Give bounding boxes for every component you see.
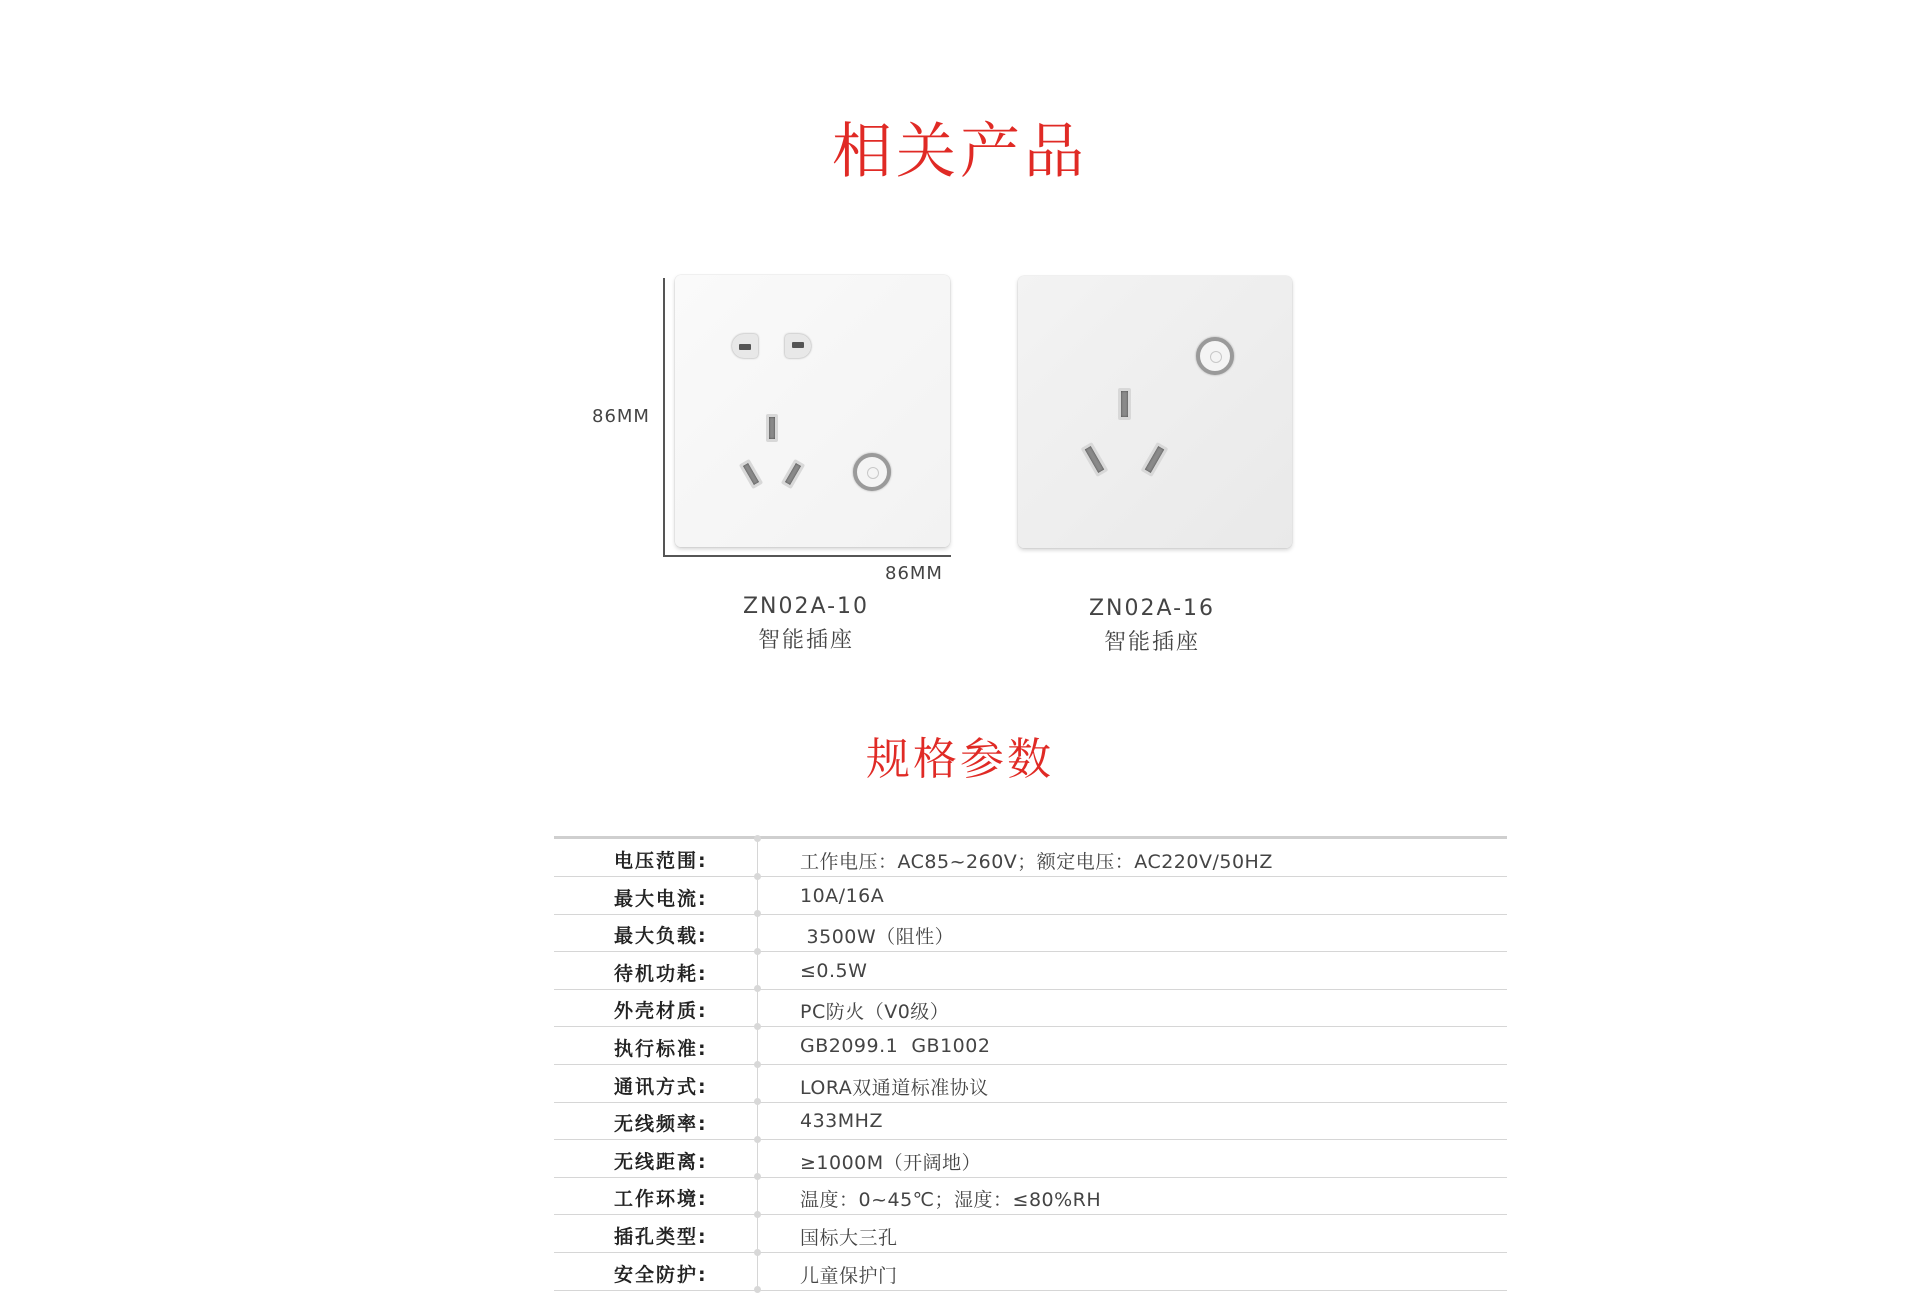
divider-dot bbox=[754, 1061, 761, 1068]
product-caption-1 bbox=[676, 590, 936, 658]
three-pin-right-slot bbox=[781, 459, 805, 489]
product-name: 智能插座 bbox=[757, 628, 854, 653]
table-row bbox=[554, 1102, 1507, 1140]
spec-value: GB2099.1 GB1002 bbox=[800, 1035, 991, 1057]
divider-dot bbox=[754, 910, 761, 917]
spec-label: 通讯方式: bbox=[614, 1075, 708, 1098]
table-row bbox=[554, 877, 1507, 915]
table-row bbox=[554, 952, 1507, 990]
column-divider bbox=[757, 1065, 758, 1102]
spec-label: 无线频率: bbox=[614, 1113, 708, 1136]
spec-label: 外壳材质: bbox=[614, 1000, 708, 1023]
table-row bbox=[554, 1177, 1507, 1215]
table-row bbox=[554, 1027, 1507, 1065]
spec-title: 规格参数 bbox=[866, 734, 1054, 785]
column-divider bbox=[757, 914, 758, 951]
spec-value: 10A/16A bbox=[800, 884, 885, 907]
three-pin-top-slot bbox=[1118, 388, 1131, 420]
spec-value: 433MHZ bbox=[800, 1110, 883, 1133]
spec-value: 工作电压：AC85~260V；额定电压：AC220V/50HZ bbox=[800, 851, 1273, 873]
three-pin-top-slot bbox=[766, 414, 778, 442]
table-row bbox=[554, 1215, 1507, 1253]
two-pin-socket-left bbox=[732, 334, 758, 358]
spec-label: 插孔类型: bbox=[614, 1226, 708, 1248]
column-divider bbox=[757, 952, 758, 989]
spec-label: 工作环境: bbox=[614, 1188, 708, 1211]
divider-dot bbox=[754, 835, 761, 842]
product-name: 智能插座 bbox=[1103, 630, 1200, 655]
divider-dot bbox=[754, 1098, 761, 1105]
column-divider bbox=[757, 1102, 758, 1139]
two-pin-socket-right bbox=[785, 334, 811, 358]
dimension-line-horizontal bbox=[663, 555, 951, 557]
divider-dot bbox=[754, 1286, 761, 1293]
spec-value: 儿童保护门 bbox=[800, 1264, 898, 1287]
table-row bbox=[554, 1140, 1507, 1178]
product-image-zn02a-10 bbox=[675, 275, 950, 547]
spec-value: ≤0.5W bbox=[800, 959, 868, 982]
spec-label: 待机功耗: bbox=[614, 962, 708, 985]
table-row bbox=[554, 1253, 1507, 1291]
spec-value: ≥1000M（开阔地） bbox=[800, 1151, 982, 1174]
spec-value: 国标大三孔 bbox=[800, 1227, 898, 1249]
column-divider bbox=[757, 1215, 758, 1252]
divider-dot bbox=[754, 873, 761, 880]
power-button-icon bbox=[853, 453, 891, 491]
table-row bbox=[554, 839, 1507, 877]
column-divider bbox=[757, 989, 758, 1026]
three-pin-left-slot bbox=[1081, 442, 1109, 477]
spec-label: 无线距离: bbox=[614, 1150, 708, 1173]
divider-dot bbox=[754, 1136, 761, 1143]
divider-dot bbox=[754, 1249, 761, 1256]
dimension-line-vertical bbox=[663, 278, 665, 556]
column-divider bbox=[757, 1027, 758, 1064]
table-row bbox=[554, 1065, 1507, 1103]
column-divider bbox=[757, 1177, 758, 1214]
spec-label: 最大负载: bbox=[614, 925, 708, 948]
column-divider bbox=[757, 1140, 758, 1177]
divider-dot bbox=[754, 1023, 761, 1030]
spec-value: LORA双通道标准协议 bbox=[800, 1076, 989, 1099]
column-divider bbox=[757, 839, 758, 876]
spec-value: 3500W（阻性） bbox=[800, 926, 955, 949]
dimension-width-label: 86MM bbox=[885, 563, 943, 584]
column-divider bbox=[757, 1253, 758, 1290]
divider-dot bbox=[754, 1211, 761, 1218]
three-pin-right-slot bbox=[1141, 442, 1169, 477]
divider-dot bbox=[754, 1173, 761, 1180]
spec-label: 安全防护: bbox=[614, 1263, 708, 1286]
product-image-zn02a-16 bbox=[1018, 276, 1292, 548]
product-model: ZN02A-10 bbox=[742, 594, 870, 619]
three-pin-left-slot bbox=[739, 459, 763, 489]
product-caption-2 bbox=[1022, 592, 1282, 660]
spec-value: 温度：0~45℃；湿度：≤80%RH bbox=[800, 1189, 1102, 1212]
column-divider bbox=[757, 877, 758, 914]
divider-dot bbox=[754, 948, 761, 955]
table-row bbox=[554, 914, 1507, 952]
table-row bbox=[554, 989, 1507, 1027]
related-products-title: 相关产品 bbox=[832, 117, 1088, 187]
divider-dot bbox=[754, 985, 761, 992]
spec-value: PC防火（V0级） bbox=[800, 1001, 950, 1024]
spec-label: 最大电流: bbox=[614, 887, 708, 910]
spec-label: 电压范围: bbox=[614, 850, 708, 872]
power-button-icon bbox=[1196, 337, 1234, 375]
dimension-height-label: 86MM bbox=[592, 406, 650, 427]
spec-label: 执行标准: bbox=[614, 1038, 708, 1060]
product-model: ZN02A-16 bbox=[1088, 596, 1216, 621]
